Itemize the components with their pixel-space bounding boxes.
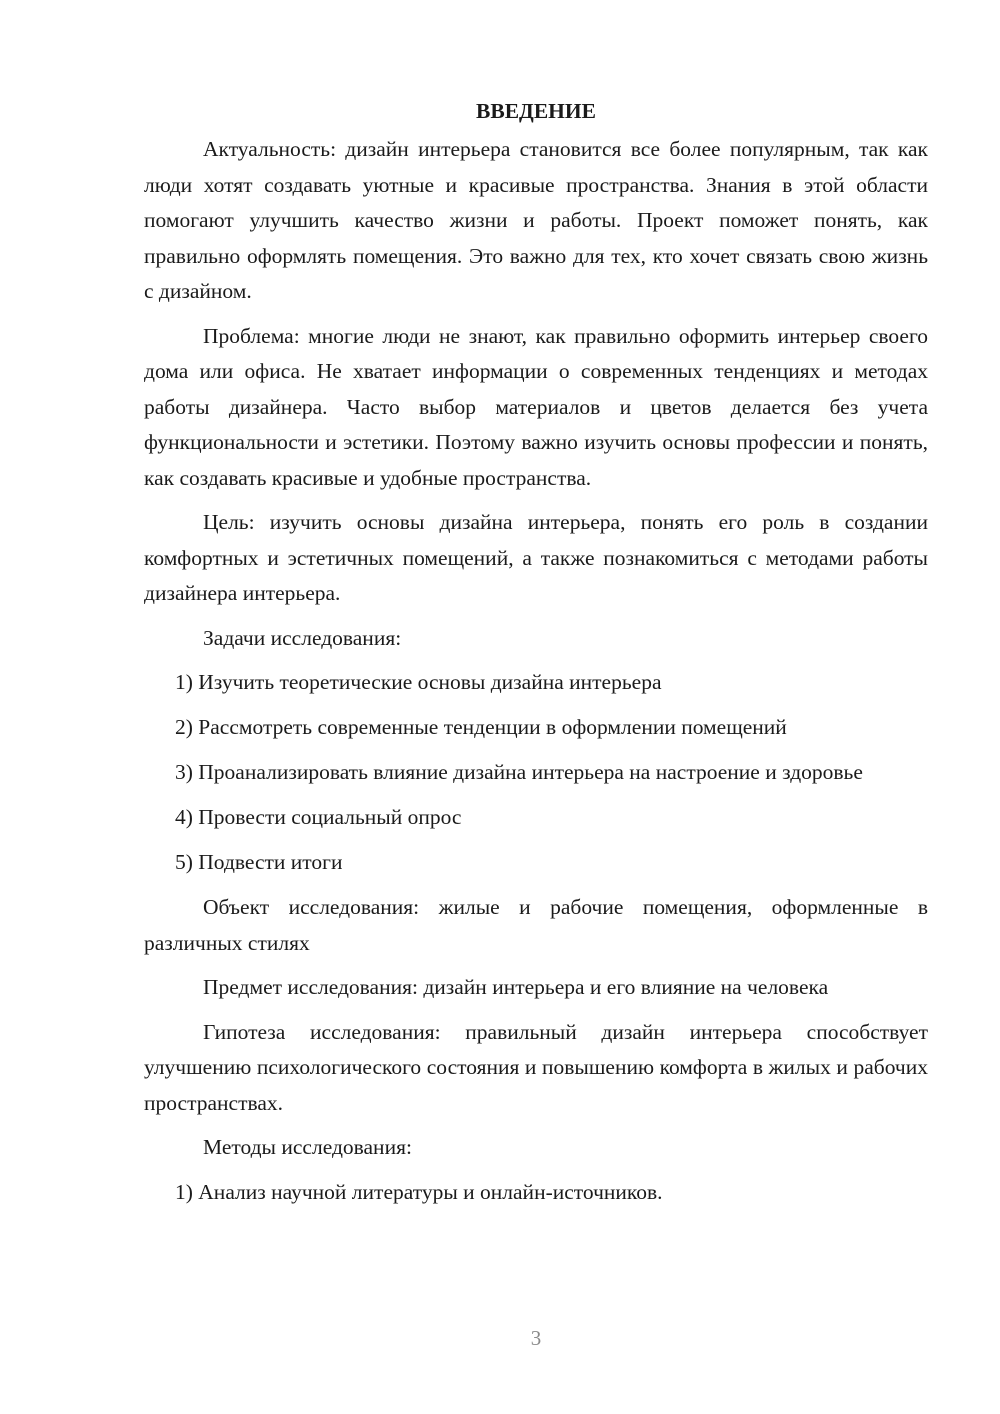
methods-heading: Методы исследования: bbox=[203, 1135, 412, 1159]
task-item: 2) Рассмотреть современные тенденции в оформлении помещений bbox=[175, 715, 787, 739]
problem-paragraph: Проблема: многие люди не знают, как правильно оформить интерьер своего дома или офиса. Не хватает информации о современных тенденциях и методах работы дизайнера. Часто выбор материалов и цветов делается без учета функциональности и эстетики. Поэтому важно изучить основы профессии и понять, как создавать красивые и удобные пространства. bbox=[144, 323, 928, 490]
task-item: 5) Подвести итоги bbox=[175, 850, 343, 874]
tasks-heading: Задачи исследования: bbox=[203, 625, 402, 650]
task-item: 4) Провести социальный опрос bbox=[175, 805, 462, 829]
goal-paragraph: Цель: изучить основы дизайна интерьера, понять его роль в создании комфортных и эстетичных помещений, а также познакомиться с методами работы дизайнера интерьера. bbox=[144, 510, 928, 605]
section-title: ВВЕДЕНИЕ bbox=[476, 99, 596, 123]
task-item: 1) Изучить теоретические основы дизайна интерьера bbox=[175, 670, 662, 694]
page-content bbox=[144, 96, 928, 1220]
object-paragraph: Объект исследования: жилые и рабочие помещения, оформленные в различных стилях bbox=[144, 895, 928, 955]
relevance-paragraph: Актуальность: дизайн интерьера становится все более популярным, так как люди хотят создавать уютные и красивые пространства. Знания в этой области помогают улучшить качество жизни и работы. Проект поможет понять, как правильно оформлять помещения. Это важно для тех, кто хочет связать свою жизнь с дизайном. bbox=[144, 137, 928, 303]
task-item: 3) Проанализировать влияние дизайна интерьера на настроение и здоровье bbox=[175, 760, 863, 784]
page-number: 3 bbox=[530, 1326, 542, 1350]
hypothesis-paragraph: Гипотеза исследования: правильный дизайн интерьера способствует улучшению психологического состояния и повышению комфорта в жилых и рабочих пространствах. bbox=[144, 1019, 928, 1115]
method-item: 1) Анализ научной литературы и онлайн-источников. bbox=[175, 1179, 663, 1204]
subject-paragraph: Предмет исследования: дизайн интерьера и его влияние на человека bbox=[203, 975, 829, 999]
